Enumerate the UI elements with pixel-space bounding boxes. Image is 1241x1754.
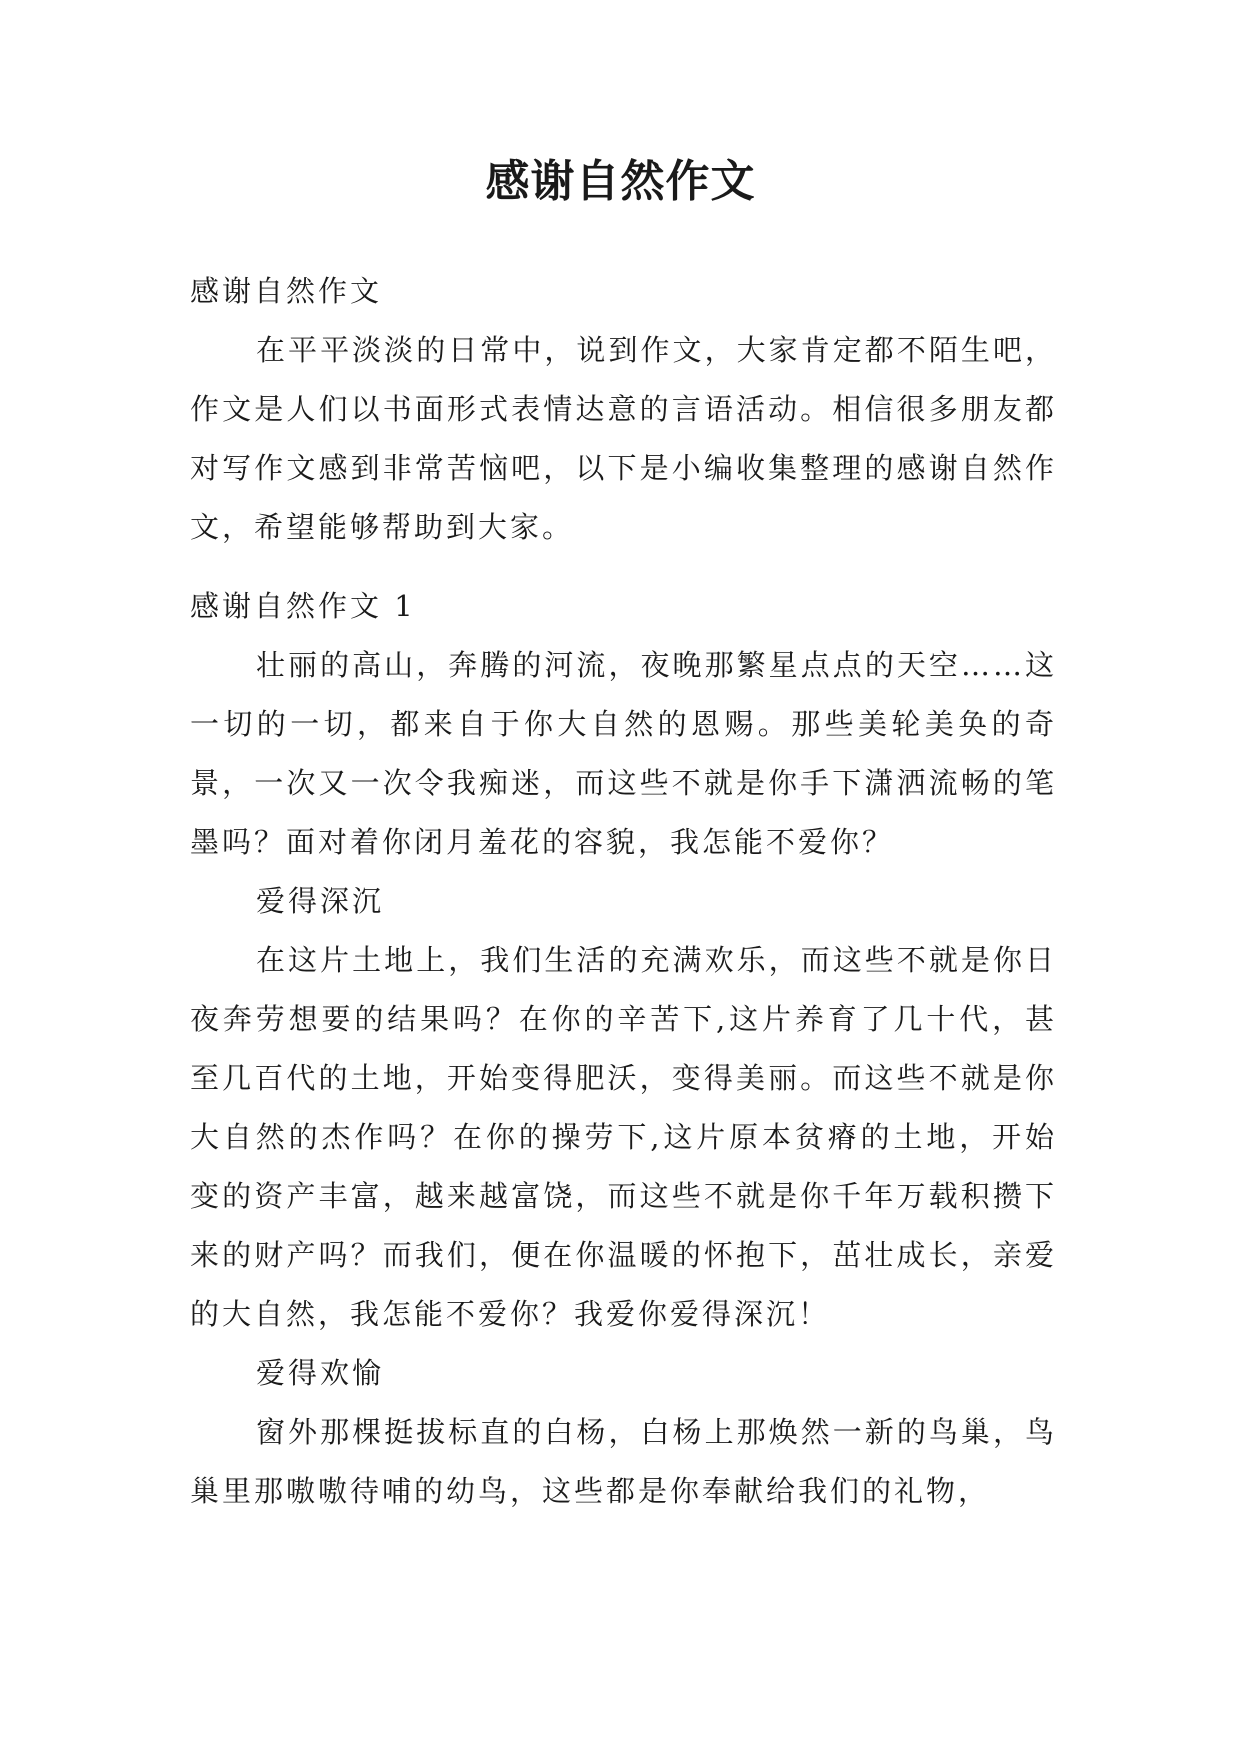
intro-paragraph: 在平平淡淡的日常中，说到作文，大家肯定都不陌生吧，作文是人们以书面形式表情达意的言语活动。相信很多朋友都对写作文感到非常苦恼吧，以下是小编收集整理的感谢自然作文，希望能够帮助到大家。 [190, 333, 1057, 544]
section-label-intro: 感谢自然作文 [190, 274, 383, 308]
essay-paragraph-2: 在这片土地上，我们生活的充满欢乐，而这些不就是你日夜奔劳想要的结果吗？在你的辛苦下,这片养育了几十代，甚至几百代的土地，开始变得肥沃，变得美丽。而这些不就是你大自然的杰作吗？在你的操劳下,这片原本贫瘠的土地，开始变的资产丰富，越来越富饶，而这些不就是你千年万载积攒下来的财产吗？而我们，便在你温暖的怀抱下，茁壮成长，亲爱的大自然，我怎能不爱你？我爱你爱得深沉！ [190, 943, 1057, 1331]
document-title: 感谢自然作文 [485, 156, 756, 207]
section-label-1: 感谢自然作文 1 [190, 589, 416, 623]
essay-paragraph-1: 壮丽的高山，奔腾的河流，夜晚那繁星点点的天空……这一切的一切，都来自于你大自然的恩赐。那些美轮美奂的奇景，一次又一次令我痴迷，而这些不就是你手下潇洒流畅的笔墨吗？面对着你闭月羞花的容貌，我怎能不爱你？ [190, 648, 1057, 859]
subheading-joyful-love: 爱得欢愉 [256, 1356, 385, 1390]
subheading-deep-love: 爱得深沉 [256, 884, 385, 918]
essay-paragraph-3: 窗外那棵挺拔标直的白杨，白杨上那焕然一新的鸟巢，鸟巢里那嗷嗷待哺的幼鸟，这些都是你奉献给我们的礼物， [190, 1415, 1057, 1508]
